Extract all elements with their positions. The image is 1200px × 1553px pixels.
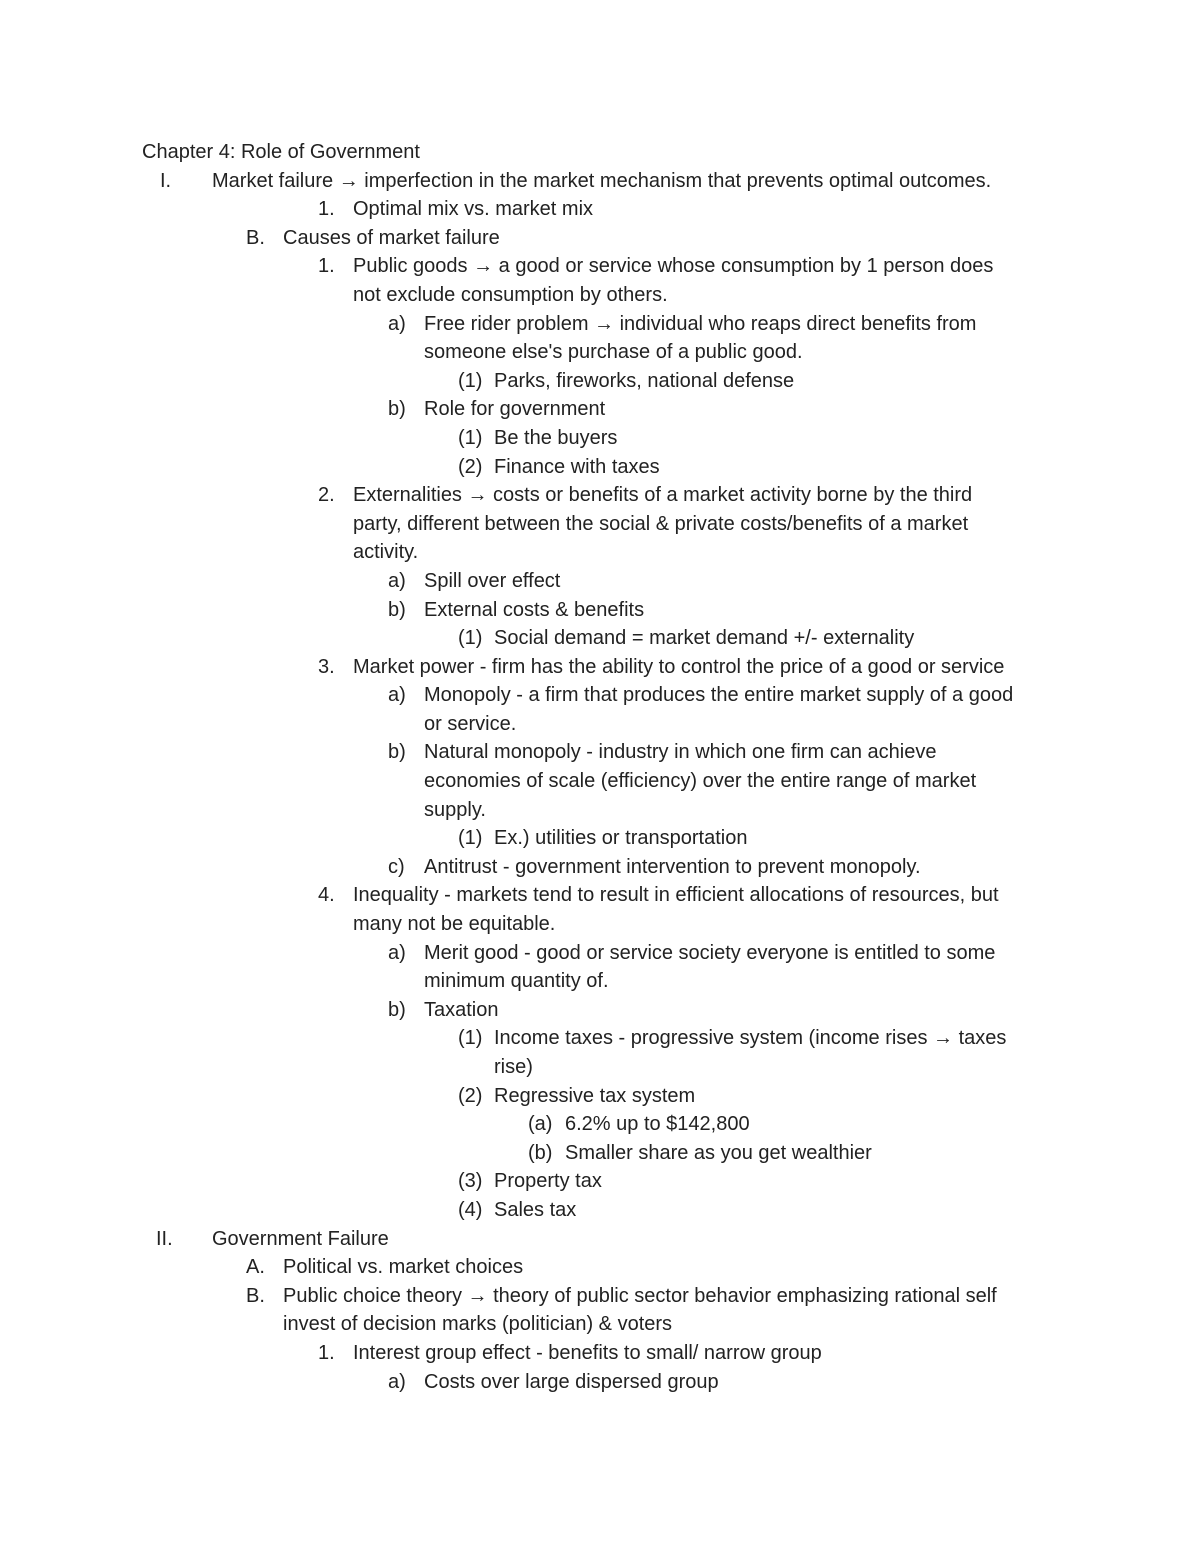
outline-item bbox=[0, 1282, 1200, 1311]
outline-item bbox=[0, 1110, 1200, 1139]
item-text: External costs & benefits bbox=[424, 598, 645, 621]
item-marker: 1. bbox=[318, 198, 335, 221]
outline-item bbox=[0, 424, 1200, 453]
item-text: rise) bbox=[494, 1056, 533, 1078]
item-text: Taxation bbox=[424, 998, 499, 1021]
item-text: Costs over large dispersed group bbox=[424, 1370, 719, 1393]
item-marker: 1. bbox=[318, 255, 335, 278]
item-marker: 3. bbox=[318, 655, 335, 678]
outline-item bbox=[0, 653, 1200, 682]
outline-item bbox=[0, 1225, 1200, 1254]
item-marker: c) bbox=[388, 855, 405, 878]
item-text: party, different between the social & private costs/benefits of a market bbox=[353, 512, 969, 535]
item-text: supply. bbox=[424, 798, 486, 821]
outline-item bbox=[0, 367, 1200, 396]
item-text: Public choice theory → theory of public sector behavior emphasizing rational self bbox=[283, 1284, 997, 1307]
outline-item bbox=[0, 281, 1200, 310]
outline-item bbox=[0, 310, 1200, 339]
outline-item bbox=[0, 252, 1200, 281]
item-marker: a) bbox=[388, 569, 406, 592]
item-marker: (1) bbox=[458, 369, 483, 392]
outline-item bbox=[0, 939, 1200, 968]
item-text: Regressive tax system bbox=[494, 1084, 696, 1107]
item-text: or service. bbox=[424, 712, 517, 735]
item-text: Optimal mix vs. market mix bbox=[353, 198, 594, 221]
outline-item bbox=[0, 538, 1200, 567]
item-marker: 2. bbox=[318, 484, 335, 507]
item-text: economies of scale (efficiency) over the entire range of market bbox=[424, 770, 977, 793]
outline-item bbox=[0, 510, 1200, 539]
outline-item bbox=[0, 853, 1200, 882]
outline-item bbox=[0, 910, 1200, 939]
item-text: Merit good - good or service society everyone is entitled to some bbox=[424, 941, 996, 964]
outline-item bbox=[0, 624, 1200, 653]
item-text: Market power - firm has the ability to control the price of a good or service bbox=[353, 655, 1005, 678]
outline-item bbox=[0, 567, 1200, 596]
item-text: Interest group effect - benefits to small/ narrow group bbox=[353, 1341, 822, 1364]
item-marker: B. bbox=[246, 1284, 265, 1307]
item-marker: (1) bbox=[458, 627, 483, 650]
item-marker: b) bbox=[388, 741, 406, 764]
item-text: Natural monopoly - industry in which one firm can achieve bbox=[424, 741, 937, 764]
item-text: Antitrust - government intervention to prevent monopoly. bbox=[424, 855, 921, 878]
outline-item bbox=[0, 767, 1200, 796]
outline-item bbox=[0, 967, 1200, 996]
outline-item bbox=[0, 824, 1200, 853]
outline-item bbox=[0, 1082, 1200, 1111]
item-text: minimum quantity of. bbox=[424, 970, 609, 993]
item-text: Smaller share as you get wealthier bbox=[565, 1141, 872, 1164]
outline-item bbox=[0, 453, 1200, 482]
outline-item bbox=[0, 1196, 1200, 1225]
item-marker: a) bbox=[388, 941, 406, 964]
item-marker: (1) bbox=[458, 426, 483, 449]
item-marker: b) bbox=[388, 998, 406, 1021]
item-marker: I. bbox=[160, 169, 172, 192]
item-marker: b) bbox=[388, 398, 406, 421]
item-text: not exclude consumption by others. bbox=[353, 283, 668, 306]
outline-item bbox=[0, 338, 1200, 367]
item-text: Income taxes - progressive system (income rises → taxes bbox=[494, 1027, 1007, 1050]
title-text: Chapter 4: Role of Government bbox=[142, 141, 420, 163]
item-text: Externalities → costs or benefits of a market activity borne by the third bbox=[353, 484, 973, 507]
outline-item bbox=[0, 1167, 1200, 1196]
item-text: someone else's purchase of a public good. bbox=[424, 341, 803, 364]
item-text: Public goods → a good or service whose consumption by 1 person does bbox=[353, 255, 994, 278]
outline-item bbox=[0, 996, 1200, 1025]
outline-item bbox=[0, 1053, 1200, 1082]
item-text: Spill over effect bbox=[424, 569, 561, 592]
outline-item bbox=[0, 738, 1200, 767]
item-text: Be the buyers bbox=[494, 426, 618, 449]
item-marker: II. bbox=[156, 1227, 173, 1250]
item-text: Market failure → imperfection in the market mechanism that prevents optimal outcomes. bbox=[212, 169, 992, 192]
item-text: Ex.) utilities or transportation bbox=[494, 827, 748, 850]
outline-item bbox=[0, 195, 1200, 224]
item-text: many not be equitable. bbox=[353, 913, 556, 936]
item-marker: (3) bbox=[458, 1170, 483, 1193]
item-text: Social demand = market demand +/- externality bbox=[494, 627, 915, 650]
item-text: Government Failure bbox=[212, 1227, 389, 1250]
item-text: Finance with taxes bbox=[494, 455, 660, 478]
outline-item bbox=[0, 1024, 1200, 1053]
item-text: Role for government bbox=[424, 398, 606, 421]
item-text: activity. bbox=[353, 541, 419, 564]
outline-item bbox=[0, 681, 1200, 710]
item-marker: b) bbox=[388, 598, 406, 621]
item-marker: 1. bbox=[318, 1341, 335, 1364]
outline-item bbox=[0, 1253, 1200, 1282]
document-title bbox=[0, 138, 1200, 167]
outline-item bbox=[0, 710, 1200, 739]
item-marker: (2) bbox=[458, 1084, 483, 1107]
item-text: Sales tax bbox=[494, 1198, 577, 1221]
outline-item bbox=[0, 1339, 1200, 1368]
item-marker: (a) bbox=[528, 1113, 553, 1136]
outline-item bbox=[0, 481, 1200, 510]
outline-item bbox=[0, 1368, 1200, 1397]
item-marker: (2) bbox=[458, 455, 483, 478]
item-marker: (b) bbox=[528, 1141, 553, 1164]
item-text: Monopoly - a firm that produces the entire market supply of a good bbox=[424, 684, 1014, 707]
item-marker: 4. bbox=[318, 884, 335, 907]
item-marker: a) bbox=[388, 312, 406, 335]
item-marker: a) bbox=[388, 1370, 406, 1393]
outline-item bbox=[0, 1139, 1200, 1168]
item-text: invest of decision marks (politician) & voters bbox=[283, 1313, 673, 1336]
item-text: 6.2% up to $142,800 bbox=[565, 1113, 750, 1136]
outline-item bbox=[0, 596, 1200, 625]
item-text: Political vs. market choices bbox=[283, 1256, 524, 1279]
outline-item bbox=[0, 224, 1200, 253]
item-text: Inequality - markets tend to result in efficient allocations of resources, but bbox=[353, 884, 999, 907]
outline-item bbox=[0, 395, 1200, 424]
item-marker: a) bbox=[388, 684, 406, 707]
item-marker: (4) bbox=[458, 1198, 483, 1221]
outline-item bbox=[0, 167, 1200, 196]
item-text: Causes of market failure bbox=[283, 226, 500, 249]
outline-item bbox=[0, 1310, 1200, 1339]
outline-item bbox=[0, 796, 1200, 825]
item-marker: (1) bbox=[458, 827, 483, 850]
item-text: Property tax bbox=[494, 1170, 602, 1193]
item-text: Free rider problem → individual who reaps direct benefits from bbox=[424, 312, 977, 335]
item-marker: (1) bbox=[458, 1027, 483, 1050]
document-page bbox=[0, 138, 1200, 1396]
item-marker: A. bbox=[246, 1256, 265, 1279]
outline-item bbox=[0, 881, 1200, 910]
item-marker: B. bbox=[246, 226, 265, 249]
item-text: Parks, fireworks, national defense bbox=[494, 369, 795, 392]
